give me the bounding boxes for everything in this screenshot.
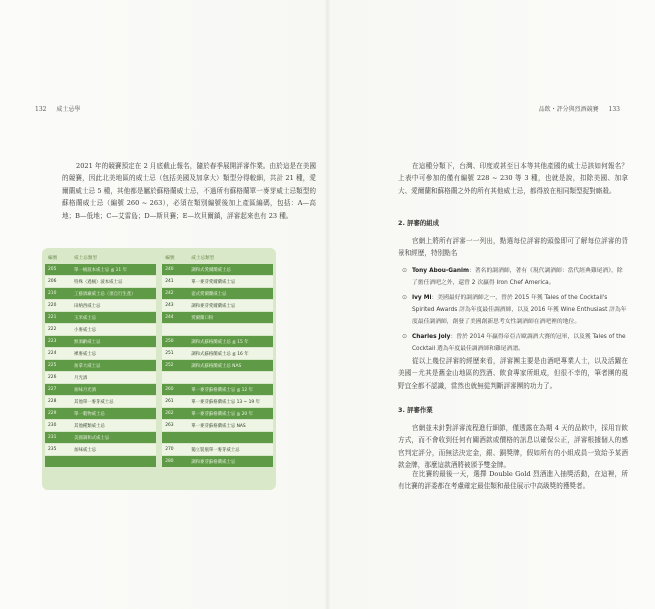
header-type-2: 威士忌類型 <box>191 256 215 261</box>
cell-type: 玉米威士忌 <box>71 312 156 323</box>
cell-code: 240 <box>162 264 188 275</box>
cell-code <box>162 324 188 335</box>
left-running-title: 威士忌學 <box>56 106 81 113</box>
cell-code: 221 <box>45 312 71 323</box>
header-code-2: 編號 <box>165 256 175 261</box>
section-heading-judges: 2. 評審的組成 <box>398 219 440 227</box>
cell-code: 229 <box>45 408 71 419</box>
cell-code <box>162 432 188 443</box>
judge-item <box>402 331 628 355</box>
cell-code: 260 <box>162 384 188 395</box>
judge-item <box>402 265 628 289</box>
cell-code: 228 <box>45 396 71 407</box>
right-paragraph-4: 官網並未針對評審流程進行細節，僅透露在為期 4 天的品飲中，採用盲飲方式，而不會收到任何有關酒款或價格的訊息以確保公正，評審根據個人的感官判定評分，而無法決定金，銀、銅獎牌，假如所有的小組成員一致給予某酒款金牌，那麼這款酒將被頒予雙金牌。 <box>398 424 628 470</box>
cell-code: 280 <box>162 456 188 467</box>
cell-code: 244 <box>162 312 188 323</box>
cell-type: 加味月光酒 <box>71 384 156 395</box>
judge-item <box>402 292 628 328</box>
judge-description: ：美國最好的調酒師之一，曾於 2015 年獲 Tales of the Cocktail's Spirited Awards 評為年度最佳調酒師，以及 2016 年獲 Wine Enthusiast 評為年度最佳調酒師，創發了美國創新思考女性調酒師在酒吧裡的地位。 <box>412 295 627 325</box>
cell-type: 裸麥威士忌 <box>71 348 156 359</box>
cell-code: 205 <box>45 264 71 275</box>
table-row <box>45 420 273 431</box>
cell-code: 206 <box>45 276 71 287</box>
cell-type: 調和式蘇格蘭威士忌 ≦ 15 年 <box>188 336 273 347</box>
table-row <box>45 360 273 371</box>
cell-type: 單一麥芽愛爾蘭威士忌 <box>188 276 273 287</box>
table-row <box>45 276 273 287</box>
cell-type: 加味威士忌 <box>71 444 156 455</box>
cell-code: 242 <box>162 288 188 299</box>
cell-type: 加拿大威士忌 <box>71 360 156 371</box>
cell-type: 工藝酒廠威士忌（須自行生產） <box>71 288 156 299</box>
cell-code: 227 <box>45 384 71 395</box>
table-row <box>45 396 273 407</box>
cell-type: 壺式愛爾蘭威士忌 <box>188 288 273 299</box>
cell-code: 262 <box>162 408 188 419</box>
cell-code: 241 <box>162 276 188 287</box>
cell-type: 調和式愛爾蘭威士忌 <box>188 264 273 275</box>
table-row <box>45 336 273 347</box>
table-row <box>45 384 273 395</box>
cell-code: 210 <box>45 288 71 299</box>
table-row <box>45 348 273 359</box>
cell-type: 單一穀物威士忌 <box>71 408 156 419</box>
cell-type: 調和麥芽愛爾蘭威士忌 <box>188 300 273 311</box>
cell-type <box>188 324 273 335</box>
judge-name: Tony Abou-Ganim <box>412 268 470 274</box>
cell-type: 愛爾蘭口粉 <box>188 312 273 323</box>
cell-type: 小麥威士忌 <box>71 324 156 335</box>
table-row <box>45 300 273 311</box>
cell-type: 調和麥芽蘇格蘭威士忌 <box>188 456 273 467</box>
cell-code: 251 <box>162 348 188 359</box>
table-row <box>45 264 273 275</box>
table-row <box>45 456 273 467</box>
cell-type: 美國調和式威士忌 <box>71 432 156 443</box>
table-row <box>45 324 273 335</box>
bullet-icon: ⊙ <box>402 294 408 301</box>
whisky-category-table <box>42 248 276 490</box>
cell-code: 230 <box>45 420 71 431</box>
right-page-number: 133 <box>608 106 620 113</box>
bullet-icon: ⊙ <box>402 333 408 340</box>
cell-code <box>45 456 71 467</box>
cell-code: 250 <box>162 336 188 347</box>
judge-description: ：曾於 2014 年贏得帝亞吉歐調酒大賽的冠軍，以及獲 Tales of the Cocktail 選為年度最佳調酒師和雞尾酒譜。 <box>412 334 626 352</box>
cell-type: 其他種類威士忌 <box>71 420 156 431</box>
right-paragraph-3: 從以上幾位評審的經歷來看，評審團主要是由酒吧專業人士，以及活躍在美國－尤其是舊金山地區的烈酒、飲食專家所組成，但很不幸的，筆者團的視野宜全都不認識，當然也就無從判斷評審團的功力了。 <box>398 357 628 390</box>
cell-type <box>71 456 156 467</box>
left-page-number: 132 <box>35 106 47 113</box>
header-type-1: 威士忌類型 <box>74 256 98 261</box>
judge-list <box>402 265 628 358</box>
cell-type: 特殊（過桶）波本威士忌 <box>71 276 156 287</box>
cell-code: 231 <box>45 432 71 443</box>
left-running-head <box>35 104 88 113</box>
right-paragraph-1: 在這種分類下，台灣、印度或甚至日本等其他產國的威士忌該如何報名？上表中可參加的僅有編號 228 ~ 230 等 3 種，也就是說，扣除美國、加拿大、愛爾蘭和蘇格蘭之外的所有其他威士忌，都得放在相同類型捉對廝殺。 <box>398 162 628 195</box>
cell-type: 無酒齡威士忌 <box>71 336 156 347</box>
cell-type: 田納西威士忌 <box>71 300 156 311</box>
table-row <box>45 408 273 419</box>
cell-type: 單一麥芽蘇格蘭威士忌 ≧ 20 年 <box>188 408 273 419</box>
judge-description: ：著名的調酒師，著有《現代調酒師：當代經典雞尾酒》，除了擔任酒吧之外，還曾 2 次贏得 Iron Chef America。 <box>412 268 623 286</box>
bullet-icon: ⊙ <box>402 267 408 274</box>
cell-code: 270 <box>162 444 188 455</box>
cell-type: 單一麥芽蘇格蘭威士忌 NAS <box>188 420 273 431</box>
cell-code <box>162 372 188 383</box>
table-row <box>45 312 273 323</box>
table-header-row <box>45 253 273 263</box>
right-paragraph-2: 官網上將所有評審一一列出，點選每位評審的頭像即可了解每位評審的背景和經歷，特別點名 <box>398 237 628 258</box>
cell-type: 調和式蘇格蘭威士忌 ≦ 16 年 <box>188 348 273 359</box>
right-running-head <box>531 104 620 113</box>
table-row <box>45 432 273 443</box>
table-row <box>45 444 273 455</box>
table-row <box>45 288 273 299</box>
cell-type: 單一麥芽蘇格蘭威士忌 13 ~ 19 年 <box>188 396 273 407</box>
cell-code: 235 <box>45 444 71 455</box>
cell-code: 243 <box>162 300 188 311</box>
cell-code: 263 <box>162 420 188 431</box>
cell-code: 261 <box>162 396 188 407</box>
cell-code: 223 <box>45 336 71 347</box>
right-paragraph-5: 在比賽的最後一天，選擇 Double Gold 烈酒進入抽獎活動，在這裡，所有比賽的評委都在考慮確定最佳類和最佳展示中高級獎的獲獎者。 <box>398 470 628 491</box>
cell-type: 單一麥芽蘇格蘭威士忌 ≦ 12 年 <box>188 384 273 395</box>
cell-code: 222 <box>45 324 71 335</box>
section-heading-judging: 3. 評審作業 <box>398 406 433 414</box>
cell-type: 調和式蘇格蘭威士忌 NAS <box>188 360 273 371</box>
cell-type: 月光酒 <box>71 372 156 383</box>
cell-code: 225 <box>45 360 71 371</box>
header-code-1: 編號 <box>48 256 58 261</box>
cell-code: 252 <box>162 360 188 371</box>
cell-type: 其他單一麥芽威士忌 <box>71 396 156 407</box>
cell-type: 單一桶波本威士忌 ≦ 11 年 <box>71 264 156 275</box>
cell-code: 226 <box>45 372 71 383</box>
table-row <box>45 372 273 383</box>
judge-name: Charles Joly <box>412 334 451 340</box>
cell-code: 220 <box>45 300 71 311</box>
left-paragraph: 2021 年的競賽預定在 2 月底截止報名，隨於春季展開評審作業。由於這是在美國的競賽，因此北美地區的威士忌（包括美國及加拿大）類型分得較細，共計 21 種，愛爾蘭威士忌 5 種，其他都是屬於蘇格蘭威士忌，不過所有蘇格蘭單一麥芽威士忌類型的蘇格蘭威士忌（編號 260 ~ 263），必須在類別編號後加上產區編碼，包括：A—高地；B—低地；C—艾雷島；D—斯貝賽；E—坎貝爾鎮，評審起來也有 23 種。 <box>62 162 316 220</box>
right-running-title: 品飲・評分與烈酒競賽 <box>538 106 599 113</box>
cell-type: 獨立裝瓶單一麥芽威士忌 <box>188 444 273 455</box>
cell-type <box>188 372 273 383</box>
judge-name: Ivy Mi <box>412 295 432 301</box>
cell-type <box>188 432 273 443</box>
cell-code: 224 <box>45 348 71 359</box>
